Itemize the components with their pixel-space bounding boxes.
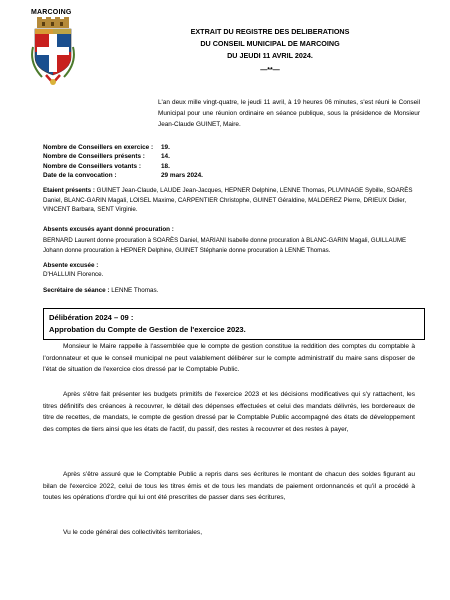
secretary-label: Secrétaire de séance : — [43, 287, 110, 294]
stat-value: 29 mars 2024. — [161, 171, 203, 179]
stat-row — [43, 143, 203, 152]
stat-row — [43, 171, 203, 180]
stat-row — [43, 152, 203, 161]
present-label: Etaient présents : — [43, 187, 95, 194]
deliberation-box — [43, 308, 425, 340]
paragraph-text: Monsieur le Maire rappelle à l'assemblée que le compte de gestion constitue la reddition des comptes du comptable à l'ordonnateur et que le conseil municipal ne peut valablement délibérer sur le compte administratif du maire sans disposer de l'état de situation de l'exercice clos dressé par le Comptable Public. — [43, 343, 415, 374]
meeting-intro: L'an deux mille vingt-quatre, le jeudi 11 avril, à 19 heures 06 minutes, s'est réuni le Conseil Municipal pour une réunion ordinaire en séance publique, sous la présidence de Monsieur Jean-Claude GUINET, Maire. — [158, 99, 420, 128]
stat-value: 18. — [161, 162, 170, 170]
excused-label: Absente excusée : — [43, 262, 99, 269]
stat-row — [43, 162, 203, 171]
deliberation-title: Approbation du Compte de Gestion de l'exercice 2023. — [49, 324, 246, 334]
council-stats — [43, 143, 203, 180]
absents-label: Absents excusés ayant donné procuration : — [43, 226, 174, 233]
body-paragraph — [43, 527, 415, 539]
heading-line: DU JEUDI 11 AVRIL 2024. — [227, 51, 313, 60]
town-label: MARCOING — [31, 9, 72, 16]
coat-of-arms-icon — [28, 17, 78, 87]
stat-label: Nombre de Conseillers présents : — [43, 153, 145, 161]
stat-label: Nombre de Conseillers en exercice : — [43, 144, 154, 151]
stat-label: Date de la convocation : — [43, 171, 117, 179]
excused-name: D'HALLUIN Florence. — [43, 271, 104, 278]
paragraph-text: Vu le code général des collectivités territoriales, — [63, 529, 203, 536]
absents-list: BERNARD Laurent donne procuration à SOARÈS Daniel, MARIANI Isabelle donne procuration à BLANC-GARIN Magali, GUILLAUME Johann donne procuration à HEPNER Delphine, GUINET Stéphanie donne procuration à LENNE Thomas. — [43, 237, 407, 254]
present-list: GUINET Jean-Claude, LAUDE Jean-Jacques, HEPNER Delphine, LENNE Thomas, PLUVINAGE Sybille, SOARÈS Daniel, BLANC-GARIN Magali, LOISEL Maxime, CARPENTIER Christophe, GUINET Géraldine, MALDEREZ Pierre, DRIEUX Didier, VINCENT Barbara, SENT Virginie. — [43, 187, 413, 214]
heading-line: EXTRAIT DU REGISTRE DES DELIBERATIONS — [190, 27, 350, 36]
deliberation-number: Délibération 2024 – 09 : — [49, 313, 134, 322]
heading-separator: —**— — [260, 67, 280, 74]
stat-value: 19. — [161, 144, 170, 151]
stat-label: Nombre de Conseillers votants : — [43, 162, 142, 170]
document-heading — [140, 26, 400, 77]
paragraph-text: Après s'être assuré que le Comptable Public a repris dans ses écritures le montant de chacun des soldes figurant au bilan de l'exercice 2022, celui de tous les titres émis et de tous les mandats de paiement ordonnancés et qu'il a procédé à toutes les opérations d'ordre qui lui ont été prescrites de passer dans ses écritures, — [43, 471, 415, 502]
stat-value: 14. — [161, 153, 170, 161]
heading-line: DU CONSEIL MUNICIPAL DE MARCOING — [200, 39, 340, 48]
secretary-line — [43, 287, 158, 294]
paragraph-text: Après s'être fait présenter les budgets primitifs de l'exercice 2023 et les décisions modificatives qui s'y rattachent, les titres définitifs des créances à recouvrer, le détail des dépenses effectuées et celui des mandats délivrés, les bordereaux de titre de recettes, de mandats, le compte de gestion dressé par le Comptable Public accompagné des états de développement des comptes de tiers ainsi que les états de l'actif, du passif, des restes à recouvrer et des restes à payer, — [43, 391, 415, 434]
body-paragraph — [43, 341, 415, 376]
body-paragraph — [43, 389, 415, 436]
secretary-name: LENNE Thomas. — [111, 287, 159, 294]
body-paragraph — [43, 469, 415, 504]
present-members — [43, 186, 418, 215]
